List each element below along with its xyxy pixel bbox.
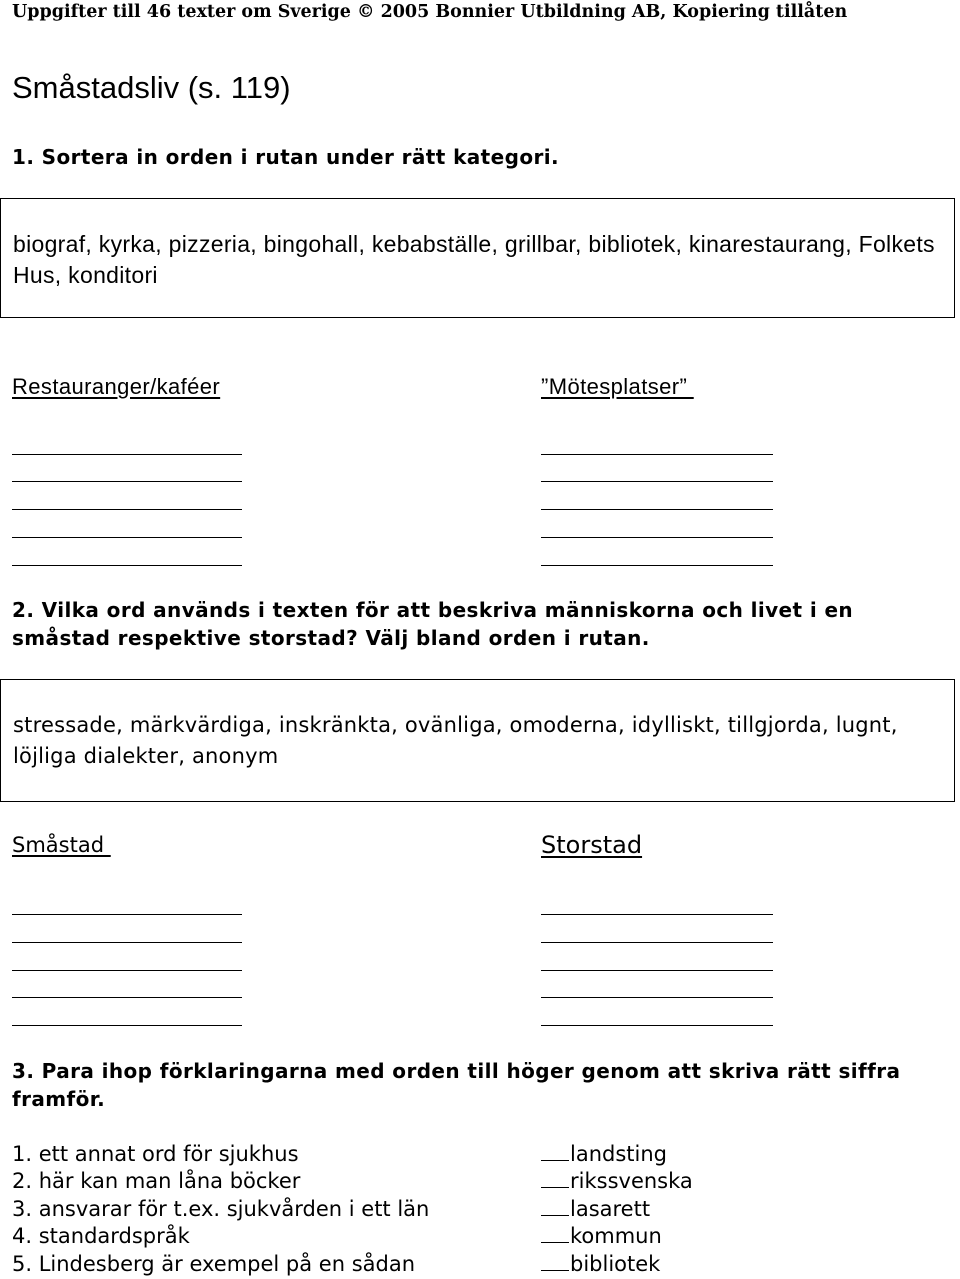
answer-line[interactable] xyxy=(541,454,773,455)
explanation-item: 3. ansvarar för t.ex. sjukvården i ett län xyxy=(12,1197,430,1221)
answer-line[interactable] xyxy=(541,481,773,482)
number-blank[interactable] xyxy=(541,1169,569,1188)
match-word-row xyxy=(541,1251,660,1278)
task2-word-list: stressade, märkvärdiga, inskränkta, ovänliga, omoderna, idylliskt, tillgjorda, lugnt, löjliga dialekter, anonym xyxy=(13,713,898,768)
answer-line[interactable] xyxy=(12,481,242,482)
answer-line[interactable] xyxy=(541,942,773,943)
category-storstad: Storstad xyxy=(541,831,643,859)
number-blank[interactable] xyxy=(541,1252,569,1271)
match-word-row xyxy=(541,1141,667,1168)
match-word-row xyxy=(541,1168,693,1195)
page-header: Uppgifter till 46 texter om Sverige © 2005 Bonnier Utbildning AB, Kopiering tillåten xyxy=(12,2,848,22)
answer-line[interactable] xyxy=(12,509,242,510)
answer-line[interactable] xyxy=(541,537,773,538)
answer-line[interactable] xyxy=(12,1025,242,1026)
answer-line[interactable] xyxy=(541,1025,773,1026)
match-word-row xyxy=(541,1223,662,1250)
answer-line[interactable] xyxy=(541,997,773,998)
category-restauranger: Restauranger/kaféer xyxy=(12,374,221,399)
category-smastad: Småstad xyxy=(12,833,111,857)
answer-line[interactable] xyxy=(12,970,242,971)
number-blank[interactable] xyxy=(541,1142,569,1161)
match-word: landsting xyxy=(570,1142,667,1166)
answer-line[interactable] xyxy=(12,914,242,915)
explanation-item: 1. ett annat ord för sjukhus xyxy=(12,1142,299,1166)
match-word: lasarett xyxy=(570,1197,651,1221)
explanation-item: 5. Lindesberg är exempel på en sådan xyxy=(12,1252,416,1276)
task1-word-box xyxy=(0,198,955,318)
page-title: Småstadsliv (s. 119) xyxy=(12,70,291,105)
match-word-row xyxy=(541,1196,650,1223)
answer-line[interactable] xyxy=(12,942,242,943)
explanation-item: 2. här kan man låna böcker xyxy=(12,1169,301,1193)
explanation-item: 4. standardspråk xyxy=(12,1224,190,1248)
answer-line[interactable] xyxy=(541,509,773,510)
answer-line[interactable] xyxy=(541,565,773,566)
task2-instruction: 2. Vilka ord används i texten för att beskriva människorna och livet i en småstad respektive storstad? Välj bland orden i rutan. xyxy=(12,598,854,650)
task1-word-list: biograf, kyrka, pizzeria, bingohall, kebabställe, grillbar, bibliotek, kinarestaurang, Folkets Hus, konditori xyxy=(13,231,935,288)
match-word: kommun xyxy=(570,1224,662,1248)
answer-line[interactable] xyxy=(12,997,242,998)
match-word: rikssvenska xyxy=(570,1169,693,1193)
match-word: bibliotek xyxy=(570,1252,661,1276)
category-motesplatser: ”Mötesplatser” xyxy=(541,374,694,399)
answer-line[interactable] xyxy=(12,454,242,455)
number-blank[interactable] xyxy=(541,1224,569,1243)
answer-line[interactable] xyxy=(541,914,773,915)
task3-instruction: 3. Para ihop förklaringarna med orden till höger genom att skriva rätt siffra framför. xyxy=(12,1059,901,1111)
task1-instruction: 1. Sortera in orden i rutan under rätt kategori. xyxy=(12,145,559,169)
task2-word-box xyxy=(0,679,955,802)
answer-line[interactable] xyxy=(12,537,242,538)
answer-line[interactable] xyxy=(541,970,773,971)
number-blank[interactable] xyxy=(541,1197,569,1216)
answer-line[interactable] xyxy=(12,565,242,566)
